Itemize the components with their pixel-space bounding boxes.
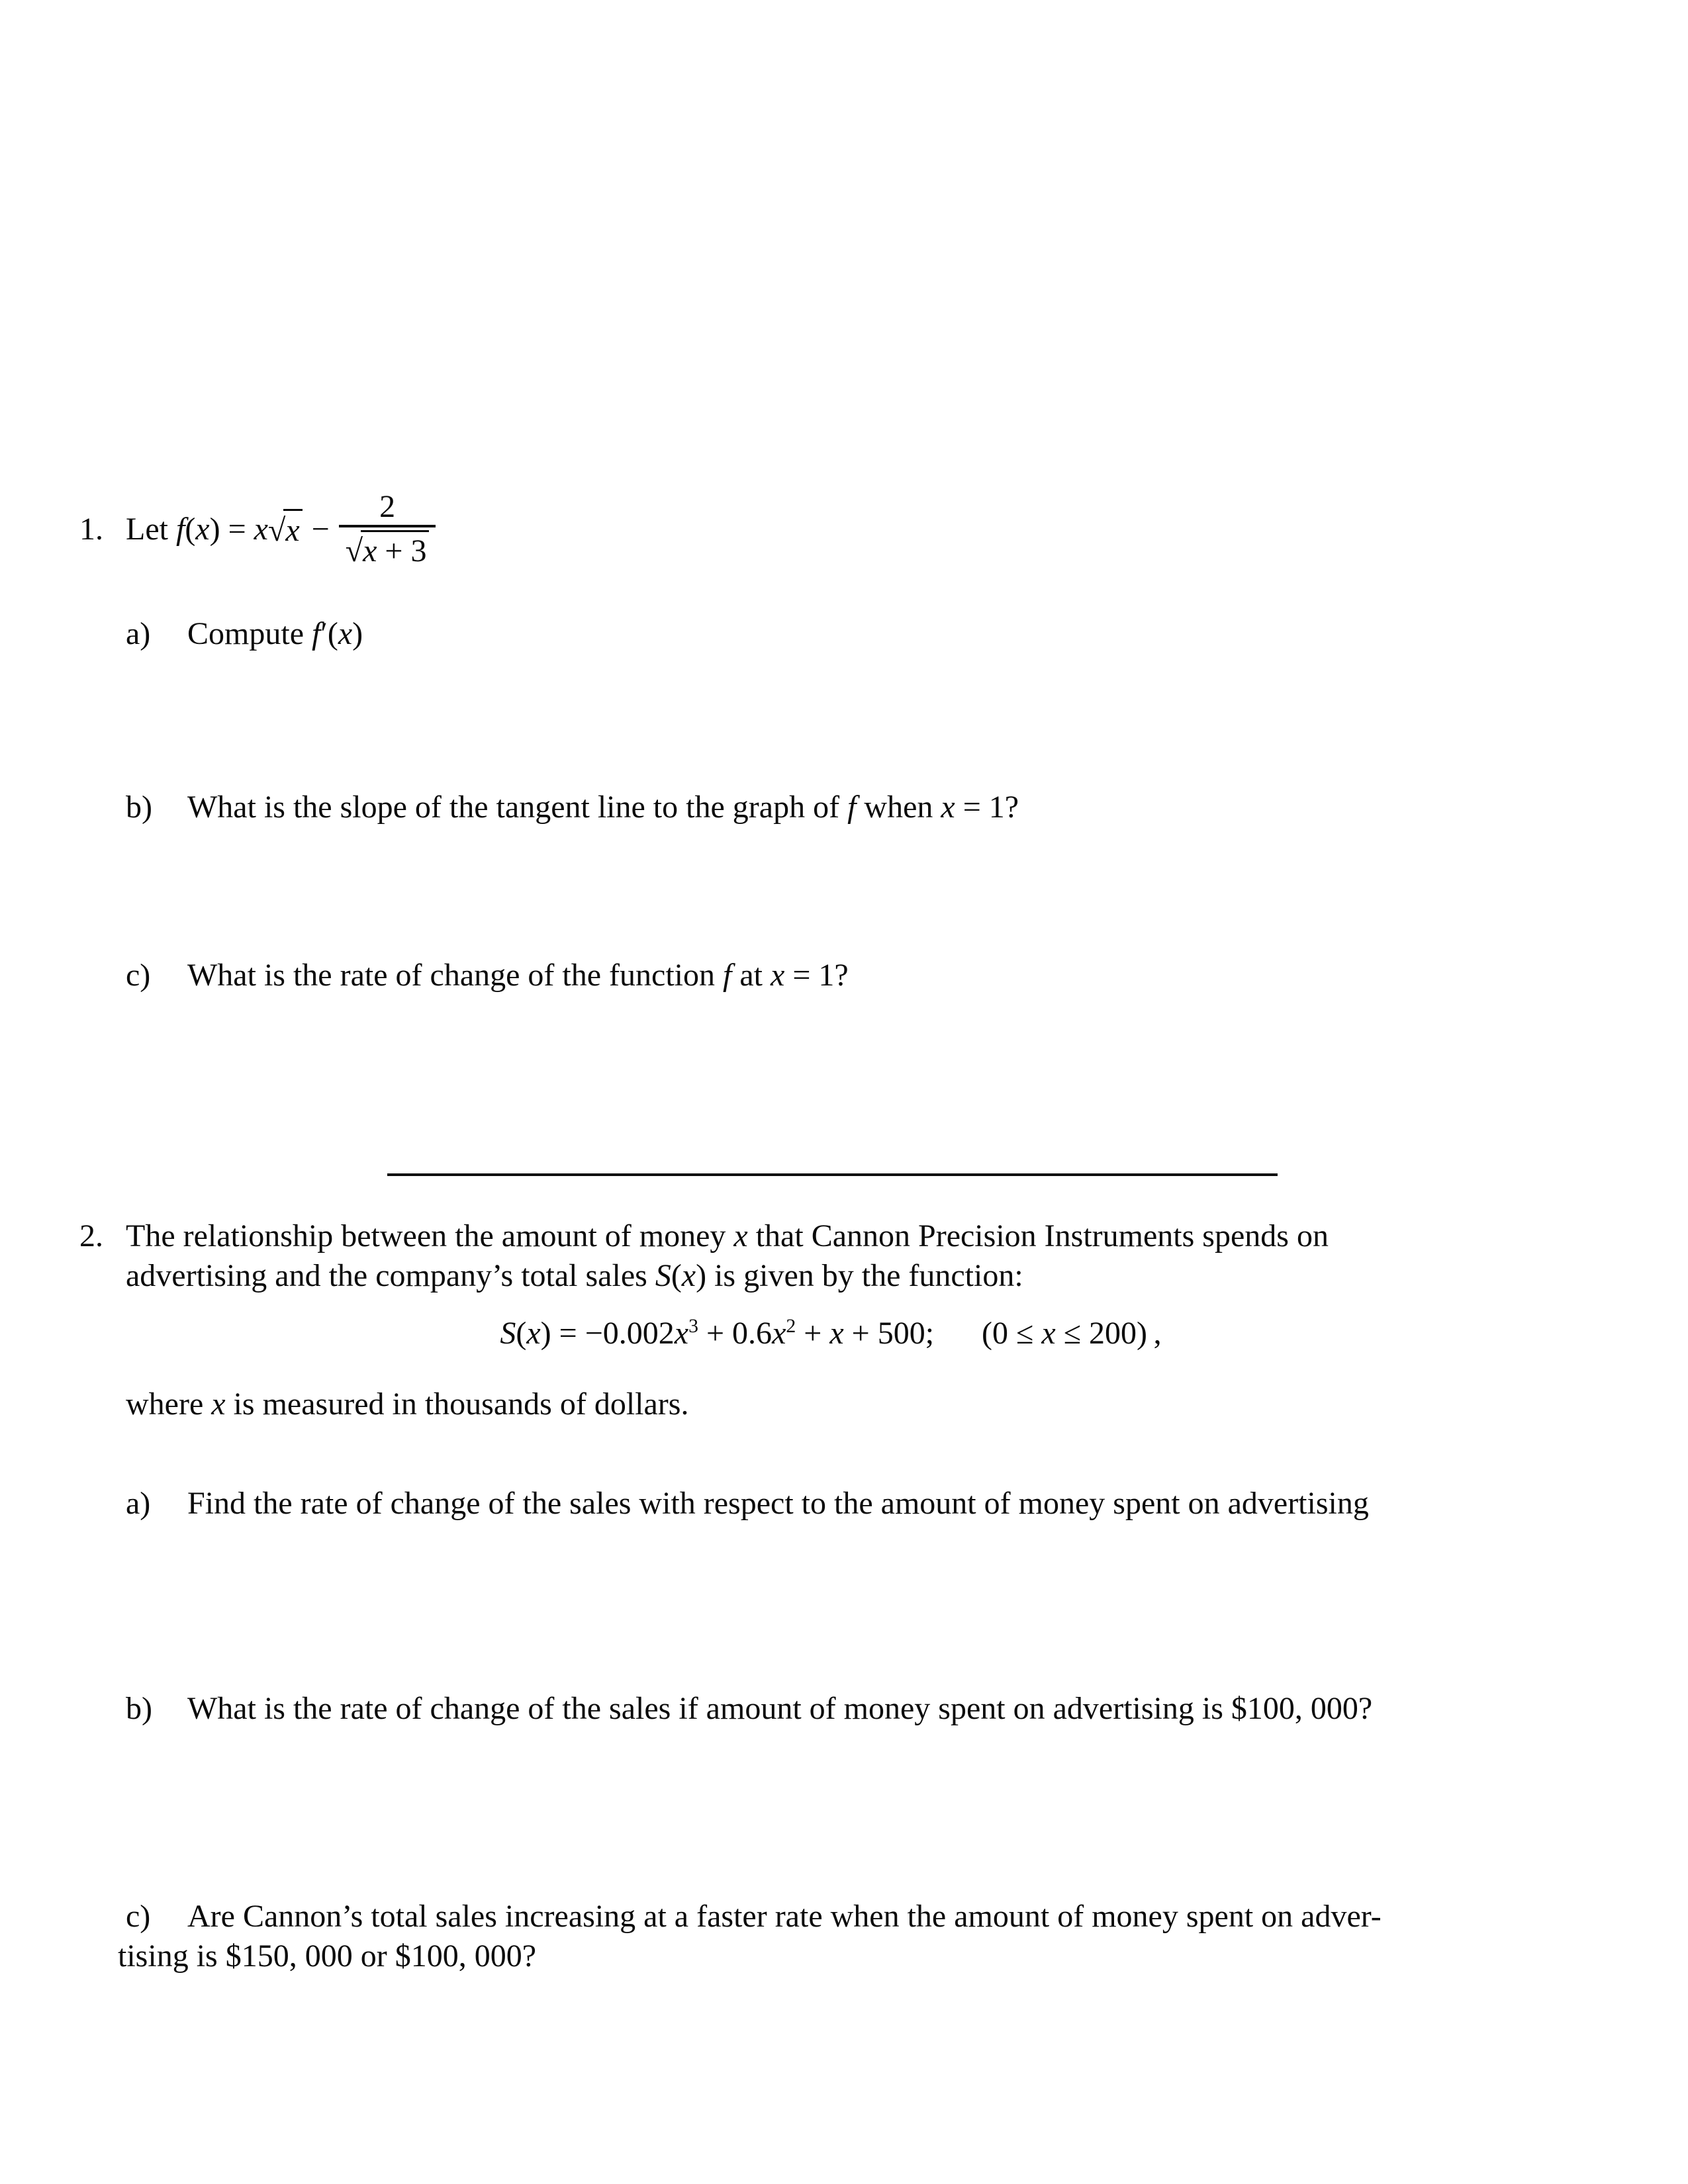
radicand-x-plus-3: x + 3	[361, 530, 429, 570]
problem-1-part-c	[126, 956, 849, 995]
problem-1-part-b	[126, 788, 1019, 827]
radical-sign: √	[267, 512, 286, 548]
part-text-line-1: Are Cannon’s total sales increasing at a faster rate when the amount of money spent on adver-	[187, 1899, 1382, 1934]
problem-2-statement	[79, 1216, 1329, 1296]
fraction	[339, 489, 436, 570]
part-label: c)	[126, 1899, 151, 1934]
radical-sign: √	[345, 533, 363, 569]
part-text: Find the rate of change of the sales with respect to the amount of money spent on advertising	[187, 1486, 1369, 1521]
problem-2-part-a	[126, 1484, 1369, 1524]
problem-2-number: 2.	[79, 1218, 103, 1253]
minus-operator: −	[311, 512, 330, 547]
problem-1-statement	[79, 480, 436, 579]
part-label: c)	[126, 958, 151, 993]
part-text: Compute f′(x)	[187, 616, 363, 651]
problem-2-intro-line-2: advertising and the company’s total sales S(x) is given by the function:	[126, 1258, 1023, 1293]
problem-2-part-c	[118, 1897, 1382, 1976]
sales-function-formula: $S(x) = -0.002x^3 + 0.6x^2 + x + 500$; (0 ≤ x ≤ 200) ,	[500, 1315, 1162, 1351]
part-label: a)	[126, 1486, 151, 1521]
problem-1-intro-math: Let f(x) = x	[126, 512, 268, 547]
fraction-numerator: 2	[379, 488, 396, 524]
section-divider-rule	[387, 1173, 1278, 1176]
part-label: a)	[126, 616, 151, 651]
part-text: What is the rate of change of the sales if amount of money spent on advertising is $100, 000?	[187, 1691, 1373, 1726]
part-text: What is the slope of the tangent line to the graph of f when x = 1?	[187, 790, 1019, 825]
sqrt-x-term	[268, 509, 303, 551]
problem-1-part-a	[126, 614, 363, 654]
radicand-x: x	[283, 509, 302, 551]
problem-2-part-b	[126, 1689, 1372, 1729]
problem-2-where-clause: where x is measured in thousands of dollars.	[126, 1387, 689, 1422]
part-label: b)	[126, 1691, 152, 1726]
problem-2-intro-line-1: The relationship between the amount of money x that Cannon Precision Instruments spends on	[126, 1218, 1329, 1253]
problem-1-number: 1.	[79, 512, 103, 547]
part-text-line-2: tising is $150, 000 or $100, 000?	[118, 1938, 536, 1974]
part-label: b)	[126, 790, 152, 825]
part-text: What is the rate of change of the function f at x = 1?	[187, 958, 849, 993]
fraction-denominator	[339, 525, 436, 570]
